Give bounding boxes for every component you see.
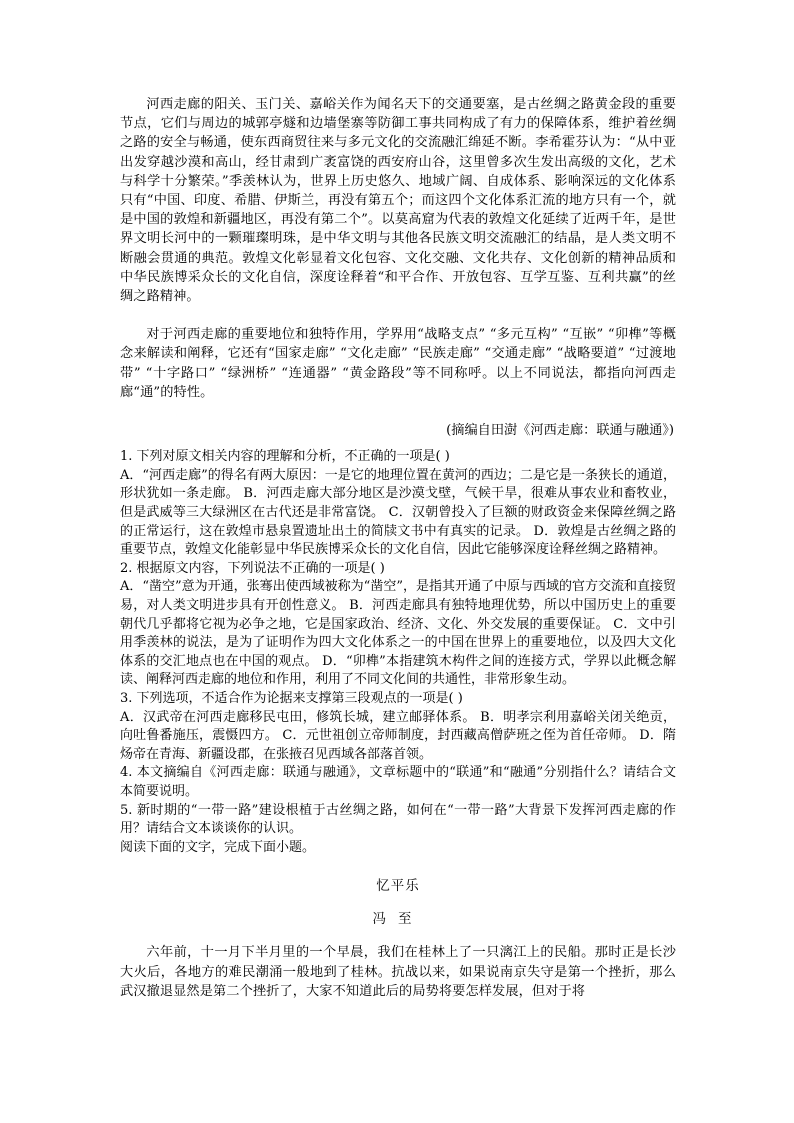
passage2-paragraph-1: 六年前，十一月下半月里的一个早晨，我们在桂林上了一只漓江上的民船。那时正是长沙大火后，各地方的难民潮涌一般地到了桂林。抗战以来，如果说南京失守是第一个挫折，那么武汉撤退显然是第二个挫折了，大家不知道此后的局势将要怎样发展，但对于将 [120,945,676,999]
passage2-author: 冯至 [372,911,424,928]
paragraph-gap [120,440,676,448]
passage1-paragraph-1: 河西走廊的阳关、玉门关、嘉峪关作为闻名天下的交通要塞，是古丝绸之路黄金段的重要节点，它们与周边的城郭亭燧和边墙堡寨等防御工事共同构成了有力的保障体系，维护着丝绸之路的安全与畅通，使东西商贸往来与多元文化的交流融汇绵延不断。李希霍芬认为：“从中亚出发穿越沙漠和高山，经甘肃到广袤富饶的西安府山谷，这里曾多次生发出高级的文化，艺术与科学十分繁荣。”季羡林认为，世界上历史悠久、地域广阔、自成体系、影响深远的文化体系只有“中国、印度、希腊、伊斯兰，再没有第五个；而这四个文化体系汇流的地方只有一个，就是中国的敦煌和新疆地区，再没有第二个”。以莫高窟为代表的敦煌文化延续了近两千年，是世界文明长河中的一颗璀璨明珠，是中华文明与其他各民族文明交流融汇的结晶，是人类文明不断融会贯通的典范。敦煌文化彰显着文化包容、文化交融、文化共存、文化创新的精神品质和中华民族博采众长的文化自信，深度诠释着“和平合作、开放包容、互学互鉴、互利共赢”的丝绸之路精神。 [120,97,676,305]
passage1-source: (摘编自田澍《河西走廊：联通与融通》) [446,423,674,439]
question-1-stem: 1. 下列对原文相关内容的理解和分析，不正确的一项是( ) [120,449,450,465]
question-2-options: A．“凿空”意为开通，张骞出使西域被称为“凿空”，是指其开通了中原与西域的官方交流和直接贸易，对人类文明进步具有开创性意义。 B．河西走廊具有独特地理优势，所以中国历史上的重要朝代几乎都将它视为必争之地，它是国家政治、经济、文化、外交发展的重要保证。 C．文中引用季羡林的说法，是为了证明作为四大文化体系之一的中国在世界上的重要地位，以及四大文化体系的交汇地点也在中国的观点。 D．“卯榫”本指建筑木构件之间的连接方式，学界以此概念解读、阐释河西走廊的地位和作用，利用了不同文化间的共通性，非常形象生动。 [120,579,676,688]
reading-instruction: 阅读下面的文字，完成下面小题。 [120,839,316,855]
paragraph-gap [120,402,676,421]
passage2-title: 忆平乐 [376,878,420,895]
question-2-stem: 2. 根据原文内容，下列说法不正确的一项是( ) [120,560,385,576]
question-1-options: A．“河西走廊”的得名有两大原因：一是它的地理位置在黄河的西边；二是它是一条狭长的通道，形状犹如一条走廊。 B．河西走廊大部分地区是沙漠戈壁，气候干旱，很难从事农业和畜牧业，但是武威等三大绿洲区在古代还是非常富饶。 C．汉朝曾投入了巨额的财政资金来保障丝绸之路的正常运行，这在敦煌市悬泉置遗址出土的简牍文书中有真实的记录。 D．敦煌是古丝绸之路的重要节点，敦煌文化能彰显中华民族博采众长的文化自信，因此它能够深度诠释丝绸之路精神。 [120,467,676,558]
question-4: 4. 本文摘编自《河西走廊：联通与融通》，文章标题中的“联通”和“融通”分别指什么？请结合文本简要说明。 [120,765,676,799]
document-page [120,95,676,1001]
paragraph-gap [120,929,676,943]
paragraph-gap [120,306,676,325]
question-3-stem: 3. 下列选项，不适合作为论据来支撑第三段观点的一项是( ) [120,690,463,706]
question-5: 5. 新时期的“一带一路”建设根植于古丝绸之路，如何在“一带一路”大背景下发挥河西走廊的作用？请结合文本谈谈你的认识。 [120,802,676,837]
question-3-options: A．汉武帝在河西走廊移民屯田，修筑长城，建立邮驿体系。 B．明孝宗利用嘉峪关闭关绝贡，向吐鲁番施压，震慑四方。 C．元世祖创立帝师制度，封西藏高僧萨班之侄为首任帝师。 D．隋炀帝在青海、新疆设郡，在张掖召见西域各部落首领。 [120,709,676,762]
passage1-paragraph-2: 对于河西走廊的重要地位和独特作用，学界用“战略支点” “多元互构” “互嵌” “卯榫”等概念来解读和阐释，它还有“国家走廊” “文化走廊” “民族走廊” “交通走廊” “战略要道” “过渡地带” “十字路口” “绿洲桥” “连通器” “黄金路段”等不同称呼。以上不同说法，都指向河西走廊“通”的特性。 [120,327,676,400]
paragraph-gap [120,857,676,877]
paragraph-gap [120,896,676,910]
